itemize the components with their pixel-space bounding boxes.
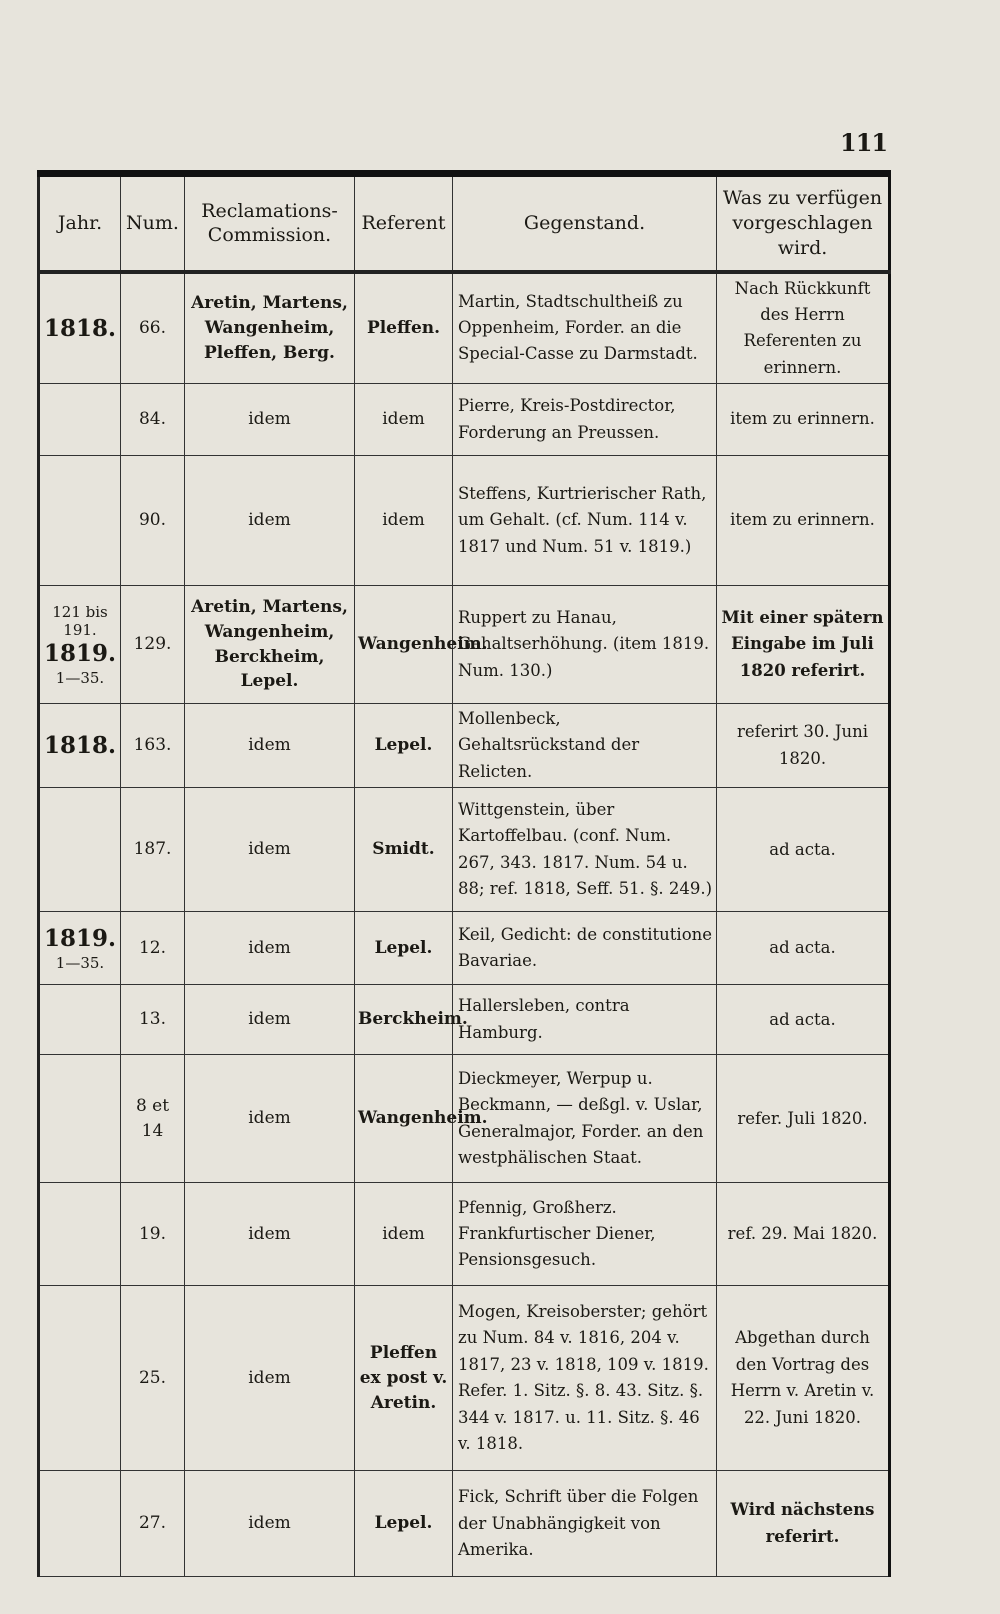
num-cell: 25. — [121, 1286, 185, 1471]
referent-cell: idem — [355, 384, 453, 456]
referent-cell: Pleffen. — [355, 272, 453, 384]
year-cell — [39, 1471, 121, 1577]
year-cell — [39, 985, 121, 1055]
year-cell — [39, 788, 121, 912]
year-line: 191. — [63, 620, 97, 639]
referent-cell: idem — [355, 1183, 453, 1286]
num-cell: 90. — [121, 456, 185, 586]
action-cell: ad acta. — [717, 912, 890, 985]
table-row — [39, 1183, 890, 1286]
referent-cell: Pleffen ex post v. Aretin. — [355, 1286, 453, 1471]
year-cell: 1818. — [39, 704, 121, 788]
subject-cell: Mollenbeck, Gehaltsrückstand der Relicten. — [453, 704, 717, 788]
year-cell — [39, 1286, 121, 1471]
referent-cell: Lepel. — [355, 1471, 453, 1577]
year-cell — [39, 1055, 121, 1183]
num-cell: 13. — [121, 985, 185, 1055]
num-cell: 19. — [121, 1183, 185, 1286]
header-subject: Gegenstand. — [453, 174, 717, 272]
action-cell: referirt 30. Juni 1820. — [717, 704, 890, 788]
subject-cell: Keil, Gedicht: de constitutione Bavariae. — [453, 912, 717, 985]
num-cell: 84. — [121, 384, 185, 456]
num-cell: 187. — [121, 788, 185, 912]
subject-cell: Martin, Stadtschultheiß zu Oppenheim, Forder. an die Special-Casse zu Darmstadt. — [453, 272, 717, 384]
table-row — [39, 912, 890, 985]
commission-cell: idem — [185, 788, 355, 912]
header-row — [39, 174, 890, 272]
commission-cell: idem — [185, 912, 355, 985]
commission-cell: Aretin, Martens, Wangenheim, Pleffen, Berg. — [185, 272, 355, 384]
subject-cell: Pierre, Kreis-Postdirector, Forderung an Preussen. — [453, 384, 717, 456]
referent-cell: Lepel. — [355, 912, 453, 985]
action-cell: Nach Rückkunft des Herrn Referenten zu erinnern. — [717, 272, 890, 384]
commission-cell: idem — [185, 456, 355, 586]
subject-cell: Ruppert zu Hanau, Gehaltserhöhung. (item 1819. Num. 130.) — [453, 586, 717, 704]
action-cell: Abgethan durch den Vortrag des Herrn v. Aretin v. 22. Juni 1820. — [717, 1286, 890, 1471]
action-cell: refer. Juli 1820. — [717, 1055, 890, 1183]
subject-cell: Wittgenstein, über Kartoffelbau. (conf. Num. 267, 343. 1817. Num. 54 u. 88; ref. 1818, Seff. 51. §. 249.) — [453, 788, 717, 912]
table-row — [39, 704, 890, 788]
year-cell — [39, 456, 121, 586]
subject-cell: Fick, Schrift über die Folgen der Unabhängigkeit von Amerika. — [453, 1471, 717, 1577]
commission-cell: idem — [185, 1183, 355, 1286]
action-cell: ref. 29. Mai 1820. — [717, 1183, 890, 1286]
year-cell — [39, 384, 121, 456]
commission-cell: idem — [185, 384, 355, 456]
header-year: Jahr. — [39, 174, 121, 272]
year-line: 1819. — [43, 639, 117, 667]
num-cell: 66. — [121, 272, 185, 384]
year-line: 1—35. — [55, 954, 105, 973]
header-action: Was zu verfügen vorgeschlagen wird. — [717, 174, 890, 272]
subject-cell: Pfennig, Großherz. Frankfurtischer Diener, Pensionsgesuch. — [453, 1183, 717, 1286]
subject-cell: Mogen, Kreisoberster; gehört zu Num. 84 v. 1816, 204 v. 1817, 23 v. 1818, 109 v. 1819. Refer. 1. Sitz. §. 8. 43. Sitz. §. 344 v. 1817. u. 11. Sitz. §. 46 v. 1818. — [453, 1286, 717, 1471]
year-line: 121 bis — [52, 602, 108, 621]
num-cell: 129. — [121, 586, 185, 704]
table-row — [39, 1055, 890, 1183]
year-cell — [39, 912, 121, 985]
year-line: 1819. — [43, 925, 117, 953]
header-commission: Reclamations-Commission. — [185, 174, 355, 272]
num-cell: 12. — [121, 912, 185, 985]
subject-cell: Steffens, Kurtrierischer Rath, um Gehalt. (cf. Num. 114 v. 1817 und Num. 51 v. 1819.) — [453, 456, 717, 586]
action-cell: item zu erinnern. — [717, 384, 890, 456]
commission-cell: idem — [185, 704, 355, 788]
action-cell: ad acta. — [717, 985, 890, 1055]
year-cell — [39, 1183, 121, 1286]
table-row — [39, 985, 890, 1055]
commission-cell: idem — [185, 1286, 355, 1471]
action-cell: Mit einer spätern Eingabe im Juli 1820 referirt. — [717, 586, 890, 704]
referent-cell: idem — [355, 456, 453, 586]
action-cell: Wird nächstens referirt. — [717, 1471, 890, 1577]
action-cell: ad acta. — [717, 788, 890, 912]
commission-cell: idem — [185, 1055, 355, 1183]
subject-cell: Hallersleben, contra Hamburg. — [453, 985, 717, 1055]
year-cell — [39, 586, 121, 704]
num-cell: 163. — [121, 704, 185, 788]
num-cell: 8 et 14 — [121, 1055, 185, 1183]
referent-cell: Berckheim. — [355, 985, 453, 1055]
referent-cell: Wangenheim. — [355, 1055, 453, 1183]
header-num: Num. — [121, 174, 185, 272]
table-row — [39, 1286, 890, 1471]
year-line: 1—35. — [55, 668, 105, 687]
commission-cell: idem — [185, 1471, 355, 1577]
referent-cell: Lepel. — [355, 704, 453, 788]
table-row — [39, 384, 890, 456]
year-cell: 1818. — [39, 272, 121, 384]
num-cell: 27. — [121, 1471, 185, 1577]
table-row — [39, 788, 890, 912]
table-row — [39, 456, 890, 586]
table-row — [39, 1471, 890, 1577]
table-row — [39, 272, 890, 384]
referent-cell: Wangenheim. — [355, 586, 453, 704]
subject-cell: Dieckmeyer, Werpup u. Beckmann, — deßgl. v. Uslar, Generalmajor, Forder. an den westphälischen Staat. — [453, 1055, 717, 1183]
action-cell: item zu erinnern. — [717, 456, 890, 586]
header-referent: Referent — [355, 174, 453, 272]
table-row — [39, 586, 890, 704]
page-number: 111 — [840, 128, 888, 157]
commission-cell: Aretin, Martens, Wangenheim, Berckheim, Lepel. — [185, 586, 355, 704]
commission-cell: idem — [185, 985, 355, 1055]
reclamation-ledger-table — [37, 170, 891, 1577]
referent-cell: Smidt. — [355, 788, 453, 912]
